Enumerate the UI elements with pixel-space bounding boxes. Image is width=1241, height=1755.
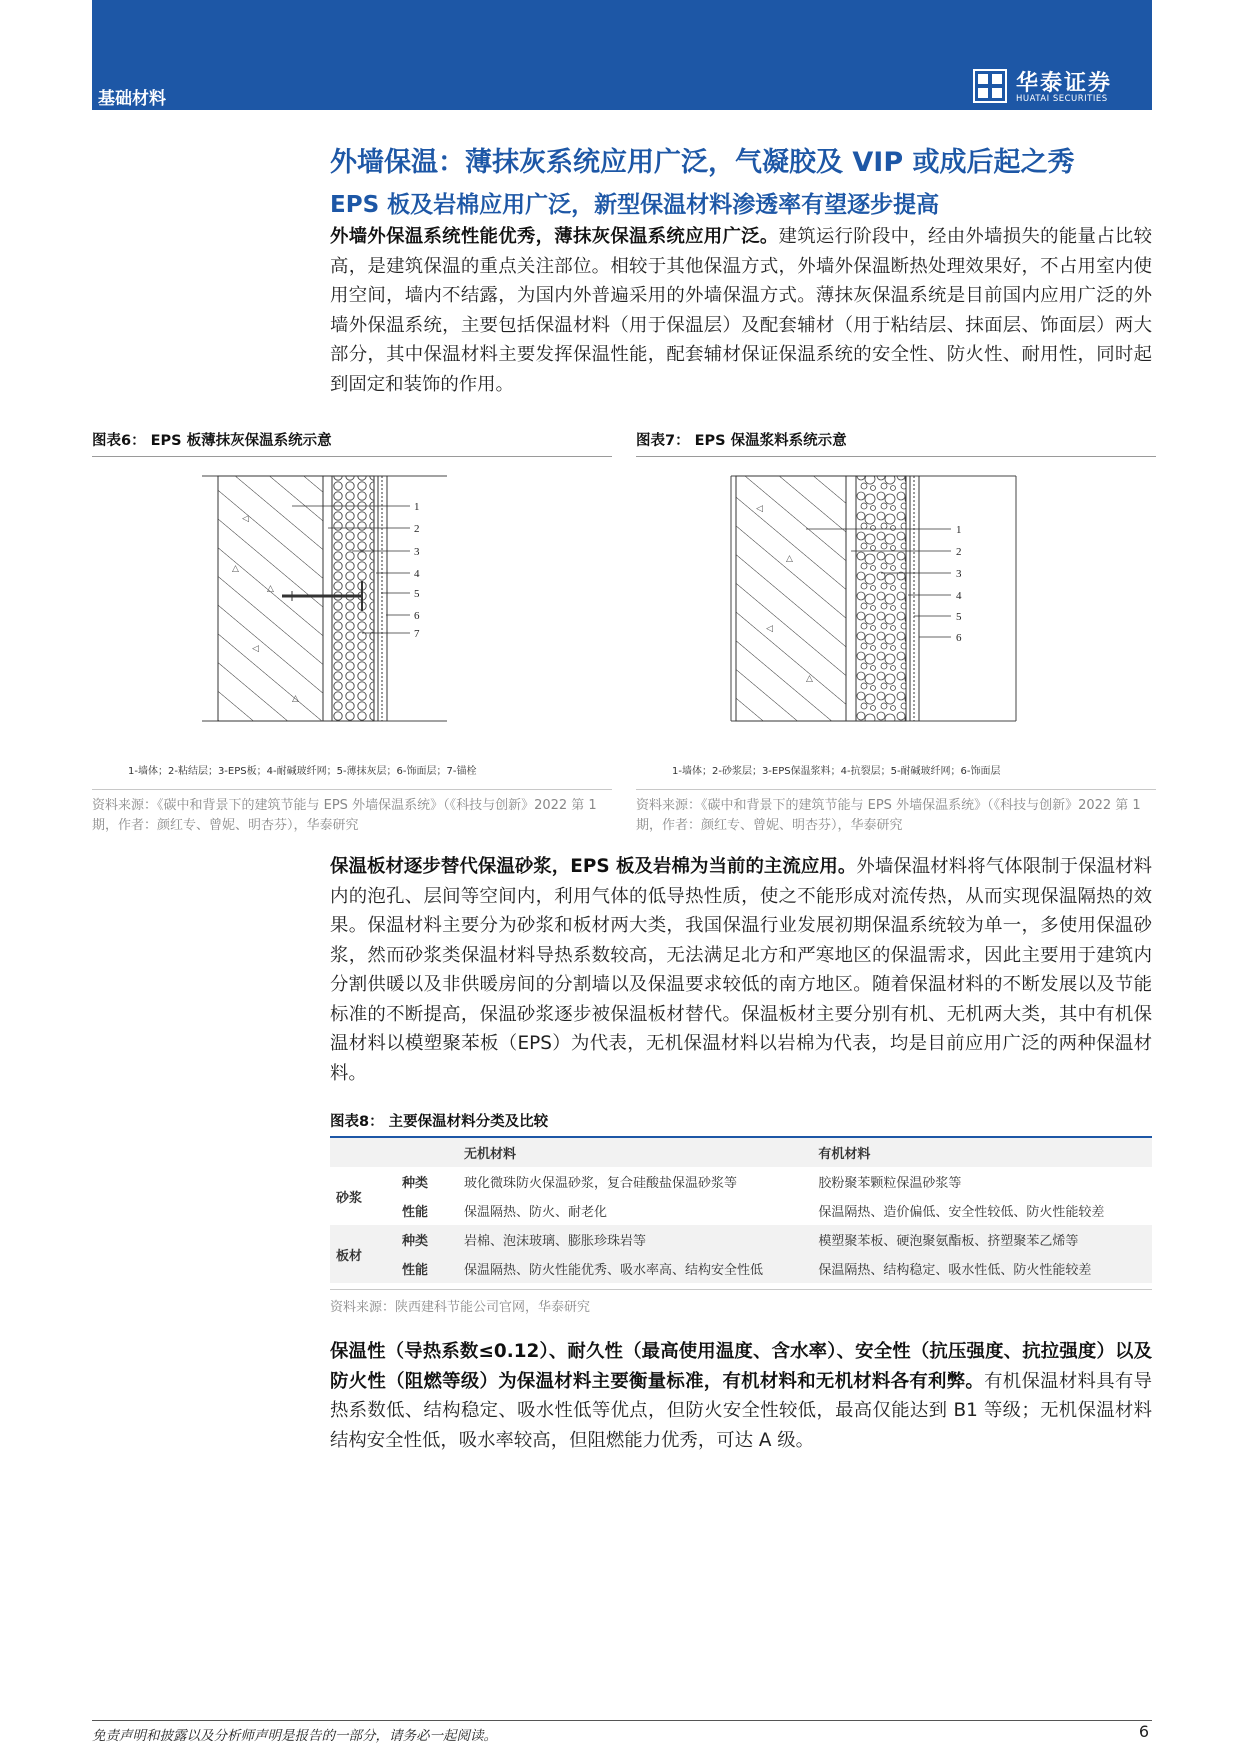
table-cell-organic: 模塑聚苯板、硬泡聚氨酯板、挤塑聚苯乙烯等: [812, 1225, 1152, 1254]
figure-6-legend: 1-墙体；2-粘结层；3-EPS板；4-耐碱玻纤网；5-薄抹灰层；6-饰面层；7-锚栓: [128, 766, 477, 777]
figure-7-legend: 1-墙体；2-砂浆层；3-EPS保温浆料；4-抗裂层；5-耐碱玻纤网；6-饰面层: [672, 766, 1001, 777]
fig6-number-4: 4: [414, 568, 420, 580]
table-8-title: 图表8： 主要保温材料分类及比较: [330, 1110, 1152, 1138]
fig6-number-3: 3: [414, 546, 420, 558]
table-cell-category: 砂浆: [330, 1167, 396, 1225]
table-cell-organic: 保温隔热、造价偏低、安全性较低、防火性能较差: [812, 1196, 1152, 1225]
table-row: [330, 1225, 1152, 1254]
paragraph-3: [330, 1337, 1152, 1455]
svg-text:◁: ◁: [242, 514, 249, 524]
fig7-number-5: 5: [956, 611, 962, 623]
figure-6-source: 资料来源：《碳中和背景下的建筑节能与 EPS 外墙保温系统》（《科技与创新》2022 第 1 期，作者：颜红专、曾妮、明杏芬），华泰研究: [92, 789, 612, 836]
table-row: [330, 1196, 1152, 1225]
paragraph-2-body: 外墙保温材料将气体限制于保温材料内的泡孔、层间等空间内，利用气体的低导热性质，使之不能形成对流传热，从而实现保温隔热的效果。保温材料主要分为砂浆和板材两大类，我国保温行业发展初期保温系统较为单一，多使用保温砂浆，然而砂浆类保温材料导热系数较高，无法满足北方和严寒地区的保温需求，因此主要用于建筑内分割供暖以及非供暖房间的分割墙以及保温要求较低的南方地区。随着保温材料的不断发展以及节能标准的不断提高，保温砂浆逐步被保温板材替代。保温板材主要分别有机、无机两大类，其中有机保温材料以模塑聚苯板（EPS）为代表，无机保温材料以岩棉为代表，均是目前应用广泛的两种保温材料。: [330, 856, 1152, 1084]
svg-text:◁: ◁: [766, 624, 773, 634]
table-cell-category: 板材: [330, 1225, 396, 1283]
page-number: 6: [1138, 1722, 1149, 1741]
paragraph-2: [330, 852, 1152, 1088]
materials-comparison-table: [330, 1138, 1152, 1283]
table-8-source: 资料来源：陕西建科节能公司官网，华泰研究: [330, 1289, 1152, 1315]
fig7-number-4: 4: [956, 590, 962, 602]
svg-text:△: △: [232, 564, 239, 574]
fig7-number-2: 2: [956, 546, 962, 558]
footer-disclaimer: 免责声明和披露以及分析师声明是报告的一部分，请务必一起阅读。: [92, 1728, 497, 1744]
brand-logo: [972, 66, 1140, 108]
figure-7-drawing: [636, 471, 1156, 746]
fig7-number-6: 6: [956, 632, 962, 644]
svg-text:△: △: [786, 554, 793, 564]
paragraph-3-body: 有机保温材料具有导热系数低、结构稳定、吸水性低等优点，但防火安全性较低，最高仅能达到 B1 等级；无机保温材料结构安全性低，吸水率较高，但阻燃能力优秀，可达 A 级。: [330, 1370, 1152, 1451]
paragraph-1: [330, 222, 1152, 399]
fig6-number-2: 2: [414, 523, 420, 535]
table-header-cat: [330, 1138, 396, 1167]
section-label: 基础材料: [98, 89, 166, 109]
figure-7: [636, 429, 1156, 836]
svg-text:◁: ◁: [756, 504, 763, 514]
figure-7-source: 资料来源：《碳中和背景下的建筑节能与 EPS 外墙保温系统》（《科技与创新》2022 第 1 期，作者：颜红专、曾妮、明杏芬），华泰研究: [636, 789, 1156, 836]
table-cell-organic: 胶粉聚苯颗粒保温砂浆等: [812, 1167, 1152, 1196]
table-cell-inorganic: 保温隔热、防火性能优秀、吸水率高、结构安全性低: [458, 1254, 812, 1283]
fig6-number-6: 6: [414, 610, 420, 622]
table-header-attr: [396, 1138, 458, 1167]
footer-divider: [92, 1720, 1152, 1721]
fig6-number-7: 7: [414, 628, 420, 640]
table-cell-inorganic: 玻化微珠防火保温砂浆，复合硅酸盐保温砂浆等: [458, 1167, 812, 1196]
table-cell-inorganic: 岩棉、泡沫玻璃、膨胀珍珠岩等: [458, 1225, 812, 1254]
header-bar: [92, 0, 1152, 110]
figure-6-title: 图表6： EPS 板薄抹灰保温系统示意: [92, 429, 612, 457]
table-8: [330, 1110, 1152, 1315]
svg-text:◁: ◁: [252, 644, 259, 654]
svg-text:△: △: [292, 694, 299, 704]
fig6-number-1: 1: [414, 501, 420, 513]
table-cell-attr: 种类: [396, 1167, 458, 1196]
table-header-row: [330, 1138, 1152, 1167]
fig7-number-1: 1: [956, 524, 962, 536]
page-title: 外墙保温：薄抹灰系统应用广泛，气凝胶及 VIP 或成后起之秀: [330, 147, 1075, 178]
paragraph-1-lead: 外墙外保温系统性能优秀，薄抹灰保温系统应用广泛。: [330, 226, 779, 247]
logo-mark-icon: [972, 68, 1008, 104]
paragraph-1-body: 建筑运行阶段中，经由外墙损失的能量占比较高，是建筑保温的重点关注部位。相较于其他保温方式，外墙外保温断热处理效果好，不占用室内使用空间，墙内不结露，为国内外普遍采用的外墙保温方式。薄抹灰保温系统是目前国内应用广泛的外墙外保温系统，主要包括保温材料（用于保温层）及配套辅材（用于粘结层、抹面层、饰面层）两大部分，其中保温材料主要发挥保温性能，配套辅材保证保温系统的安全性、防火性、耐用性，同时起到固定和装饰的作用。: [330, 226, 1152, 395]
table-cell-attr: 性能: [396, 1254, 458, 1283]
eps-board-system-diagram: [92, 471, 612, 746]
logo-name-en: HUATAI SECURITIES: [1016, 94, 1108, 104]
table-cell-attr: 种类: [396, 1225, 458, 1254]
figure-6-drawing: [92, 471, 612, 746]
svg-text:△: △: [806, 674, 813, 684]
table-cell-inorganic: 保温隔热、防火、耐老化: [458, 1196, 812, 1225]
fig7-number-3: 3: [956, 568, 962, 580]
svg-text:△: △: [267, 584, 274, 594]
eps-mortar-system-diagram: [636, 471, 1156, 746]
page-subtitle: EPS 板及岩棉应用广泛，新型保温材料渗透率有望逐步提高: [330, 192, 940, 218]
table-header-organic: 有机材料: [812, 1138, 1152, 1167]
table-row: [330, 1167, 1152, 1196]
paragraph-3-lead: 保温性（导热系数≤0.12）、耐久性（最高使用温度、含水率）、安全性（抗压强度、抗拉强度）以及防火性（阻燃等级）为保温材料主要衡量标准，有机材料和无机材料各有利弊。: [330, 1341, 1152, 1392]
figure-6: [92, 429, 612, 836]
fig6-number-5: 5: [414, 588, 420, 600]
table-cell-attr: 性能: [396, 1196, 458, 1225]
table-header-inorganic: 无机材料: [458, 1138, 812, 1167]
figure-7-title: 图表7： EPS 保温浆料系统示意: [636, 429, 1156, 457]
table-cell-organic: 保温隔热、结构稳定、吸水性低、防火性能较差: [812, 1254, 1152, 1283]
paragraph-2-lead: 保温板材逐步替代保温砂浆，EPS 板及岩棉为当前的主流应用。: [330, 856, 857, 877]
table-row: [330, 1254, 1152, 1283]
logo-name-cn: 华泰证券: [1016, 71, 1113, 96]
